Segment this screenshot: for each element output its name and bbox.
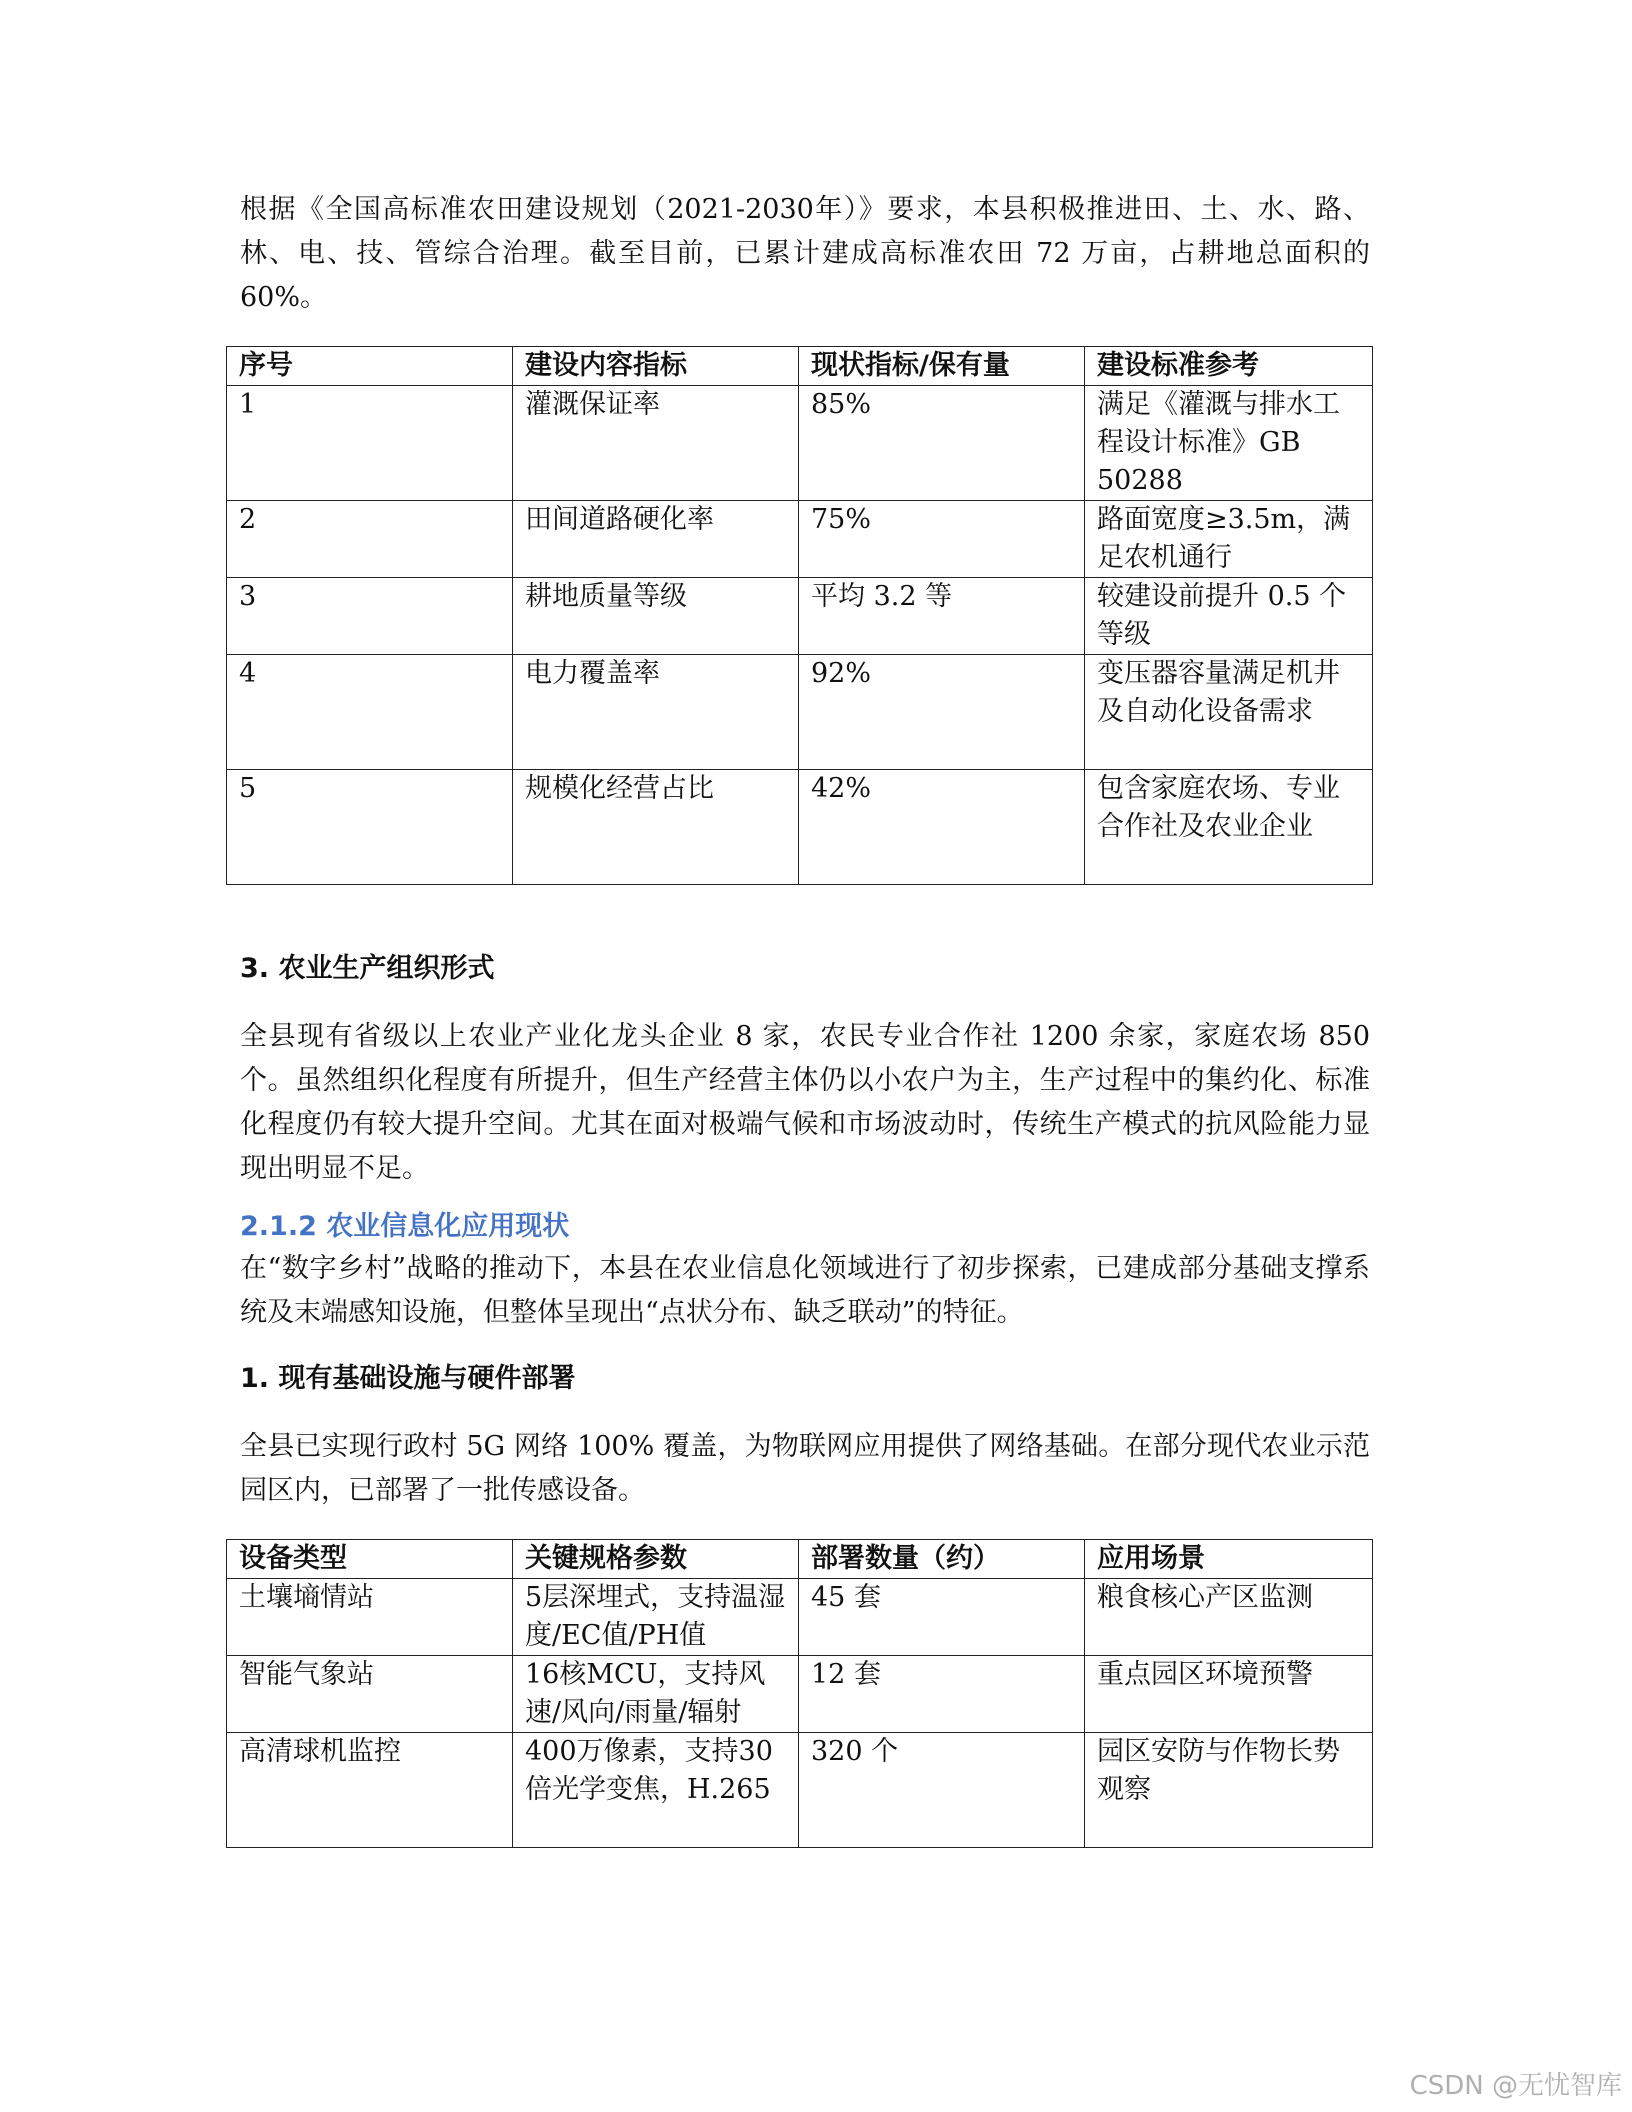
- table-row: [227, 386, 1373, 501]
- table-cell: 田间道路硬化率: [513, 501, 799, 578]
- table-cell: 4: [227, 655, 513, 770]
- table-cell: 土壤墒情站: [227, 1579, 513, 1656]
- table-header-cell: 现状指标/保有量: [799, 347, 1085, 386]
- organization-paragraph: 全县现有省级以上农业产业化龙头企业 8 家，农民专业合作社 1200 余家，家庭农场 850 个。虽然组织化程度有所提升，但生产经营主体仍以小农户为主，生产过程中的集约化、标准化程度仍有较大提升空间。尤其在面对极端气候和市场波动时，传统生产模式的抗风险能力显现出明显不足。: [240, 1021, 1370, 1184]
- table-header-row: [227, 1540, 1373, 1579]
- table-row: [227, 1656, 1373, 1733]
- table-cell: 智能气象站: [227, 1656, 513, 1733]
- table-cell: 75%: [799, 501, 1085, 578]
- table-row: [227, 501, 1373, 578]
- table-header-cell: 序号: [227, 347, 513, 386]
- document-body: [240, 188, 1370, 1848]
- informatization-paragraph: 在“数字乡村”战略的推动下，本县在农业信息化领域进行了初步探索，已建成部分基础支撑系统及末端感知设施，但整体呈现出“点状分布、缺乏联动”的特征。: [240, 1253, 1370, 1328]
- table-cell: 2: [227, 501, 513, 578]
- table-row: [227, 655, 1373, 770]
- infrastructure-indicators-table: [226, 346, 1373, 885]
- table-cell: 规模化经营占比: [513, 770, 799, 885]
- watermark: CSDN @无忧智库: [1409, 2071, 1622, 2101]
- table-cell: 包含家庭农场、专业合作社及农业企业: [1085, 770, 1373, 885]
- table-header-cell: 建设内容指标: [513, 347, 799, 386]
- table-row: [227, 578, 1373, 655]
- table-cell: 92%: [799, 655, 1085, 770]
- table-cell: 5: [227, 770, 513, 885]
- table-cell: 高清球机监控: [227, 1733, 513, 1848]
- table-cell: 粮食核心产区监测: [1085, 1579, 1373, 1656]
- table-row: [227, 1579, 1373, 1656]
- table-cell: 45 套: [799, 1579, 1085, 1656]
- table-cell: 较建设前提升 0.5 个等级: [1085, 578, 1373, 655]
- intro-paragraph: 根据《全国高标准农田建设规划（2021-2030年）》要求，本县积极推进田、土、水、路、林、电、技、管综合治理。截至目前，已累计建成高标准农田 72 万亩，占耕地总面积的 60%。: [240, 194, 1370, 313]
- table-header-cell: 应用场景: [1085, 1540, 1373, 1579]
- table-cell: 变压器容量满足机井及自动化设备需求: [1085, 655, 1373, 770]
- infrastructure-paragraph: 全县已实现行政村 5G 网络 100% 覆盖，为物联网应用提供了网络基础。在部分现代农业示范园区内，已部署了一批传感设备。: [240, 1431, 1370, 1506]
- subsection-heading-informatization: 2.1.2 农业信息化应用现状: [240, 1211, 570, 1242]
- table-row: [227, 770, 1373, 885]
- table-header-row: [227, 347, 1373, 386]
- table-header-cell: 部署数量（约）: [799, 1540, 1085, 1579]
- table-cell: 电力覆盖率: [513, 655, 799, 770]
- section-heading-organization: 3. 农业生产组织形式: [240, 953, 495, 984]
- table-cell: 耕地质量等级: [513, 578, 799, 655]
- table-cell: 路面宽度≥3.5m，满足农机通行: [1085, 501, 1373, 578]
- table-header-cell: 设备类型: [227, 1540, 513, 1579]
- section-heading-infrastructure: 1. 现有基础设施与硬件部署: [240, 1363, 576, 1394]
- table-cell: 85%: [799, 386, 1085, 501]
- table-row: [227, 1733, 1373, 1848]
- table-cell: 5层深埋式，支持温湿度/EC值/PH值: [513, 1579, 799, 1656]
- table-cell: 42%: [799, 770, 1085, 885]
- table-cell: 园区安防与作物长势观察: [1085, 1733, 1373, 1848]
- table-header-cell: 关键规格参数: [513, 1540, 799, 1579]
- table-cell: 平均 3.2 等: [799, 578, 1085, 655]
- table-cell: 满足《灌溉与排水工程设计标准》GB 50288: [1085, 386, 1373, 501]
- table-cell: 400万像素，支持30倍光学变焦，H.265: [513, 1733, 799, 1848]
- sensor-devices-table: [226, 1539, 1373, 1848]
- table-cell: 灌溉保证率: [513, 386, 799, 501]
- table-cell: 1: [227, 386, 513, 501]
- table-cell: 320 个: [799, 1733, 1085, 1848]
- table-cell: 16核MCU，支持风速/风向/雨量/辐射: [513, 1656, 799, 1733]
- table-cell: 重点园区环境预警: [1085, 1656, 1373, 1733]
- table-header-cell: 建设标准参考: [1085, 347, 1373, 386]
- table-cell: 12 套: [799, 1656, 1085, 1733]
- table-cell: 3: [227, 578, 513, 655]
